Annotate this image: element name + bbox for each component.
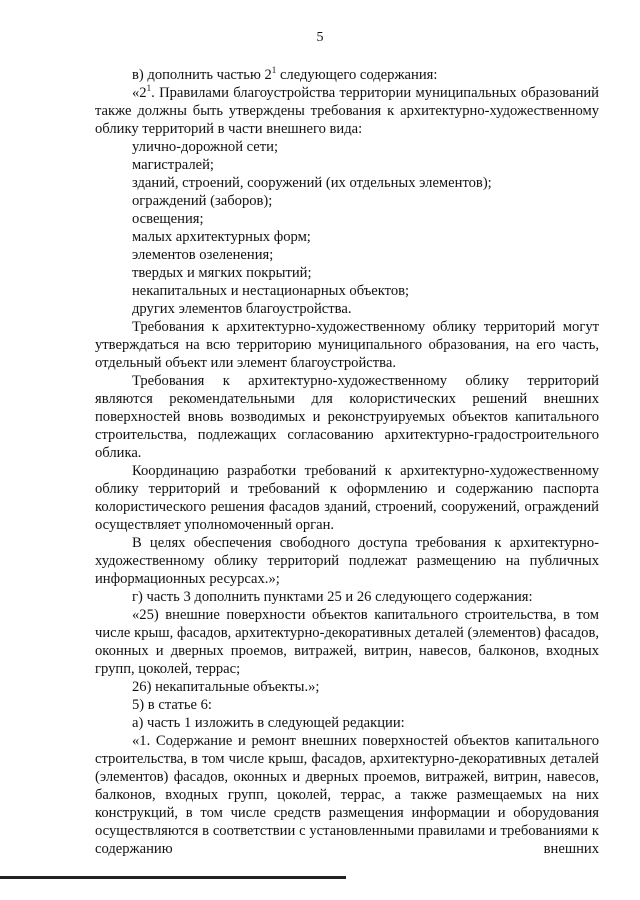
paragraph: Требования к архитектурно-художественному облику территорий являются рекомендательными для колористических решений внешних поверхностей вновь возводимых и реконструируемых объектов капитального строительства, подлежащих согласованию архитектурно-градостроительного облика.	[95, 373, 599, 461]
superscript: 1	[146, 83, 152, 94]
paragraph: элементов озеленения;	[132, 247, 274, 263]
paragraph: «1. Содержание и ремонт внешних поверхностей объектов капитального строительства, в том числе крыш, фасадов, архитектурно-декоративных деталей (элементов) фасадов, оконных и дверных проемов, витражей, витрин, навесов, балконов, входных групп, цоколей, террас, а также размещаемых на них конструкций, в том числе средств размещения информации и оборудования осуществляются в соответствии с установленными правилами и требованиями к содержанию внешних	[95, 733, 599, 857]
paragraph: ограждений (заборов);	[132, 193, 273, 209]
document-body	[95, 66, 599, 858]
paragraph: 26) некапитальные объекты.»;	[132, 679, 320, 695]
paragraph: зданий, строений, сооружений (их отдельных элементов);	[132, 175, 492, 191]
page-number: 5	[316, 30, 324, 45]
paragraph: а) часть 1 изложить в следующей редакции:	[132, 715, 405, 731]
paragraph: «$2^1$. Правилами благоустройства территории муниципальных образований также должны быть утверждены требования к архитектурно-художественному облику территорий в части внешнего вида:	[95, 83, 599, 137]
paragraph: малых архитектурных форм;	[132, 229, 311, 245]
footer-divider	[0, 876, 346, 879]
paragraph: твердых и мягких покрытий;	[132, 265, 312, 281]
paragraph: «25) внешние поверхности объектов капитального строительства, в том числе крыш, фасадов, архитектурно-декоративных деталей (элементов) фасадов, оконных и дверных проемов, витражей, витрин, навесов, балконов, входных групп, цоколей, террас;	[95, 607, 599, 677]
paragraph: улично-дорожной сети;	[132, 139, 279, 155]
paragraph: магистралей;	[132, 157, 214, 173]
paragraph: В целях обеспечения свободного доступа требования к архитектурно-художественному облику территорий подлежат размещению на публичных информационных ресурсах.»;	[95, 535, 599, 587]
paragraph: г) часть 3 дополнить пунктами 25 и 26 следующего содержания:	[132, 589, 533, 605]
paragraph: Координацию разработки требований к архитектурно-художественному облику территорий и требований к оформлению и содержанию паспорта колористического решения фасадов зданий, строений, сооружений, ограждений осуществляет уполномоченный орган.	[95, 463, 599, 533]
paragraph: в) дополнить частью $2^1$ следующего содержания:	[132, 65, 438, 83]
paragraph: 5) в статье 6:	[132, 697, 212, 713]
paragraph: освещения;	[132, 211, 204, 227]
paragraph: других элементов благоустройства.	[132, 301, 352, 317]
paragraph: Требования к архитектурно-художественному облику территорий могут утверждаться на всю территорию муниципального образования, на его часть, отдельный объект или элемент благоустройства.	[95, 319, 599, 371]
superscript: 1	[271, 65, 277, 76]
paragraph: некапитальных и нестационарных объектов;	[132, 283, 410, 299]
